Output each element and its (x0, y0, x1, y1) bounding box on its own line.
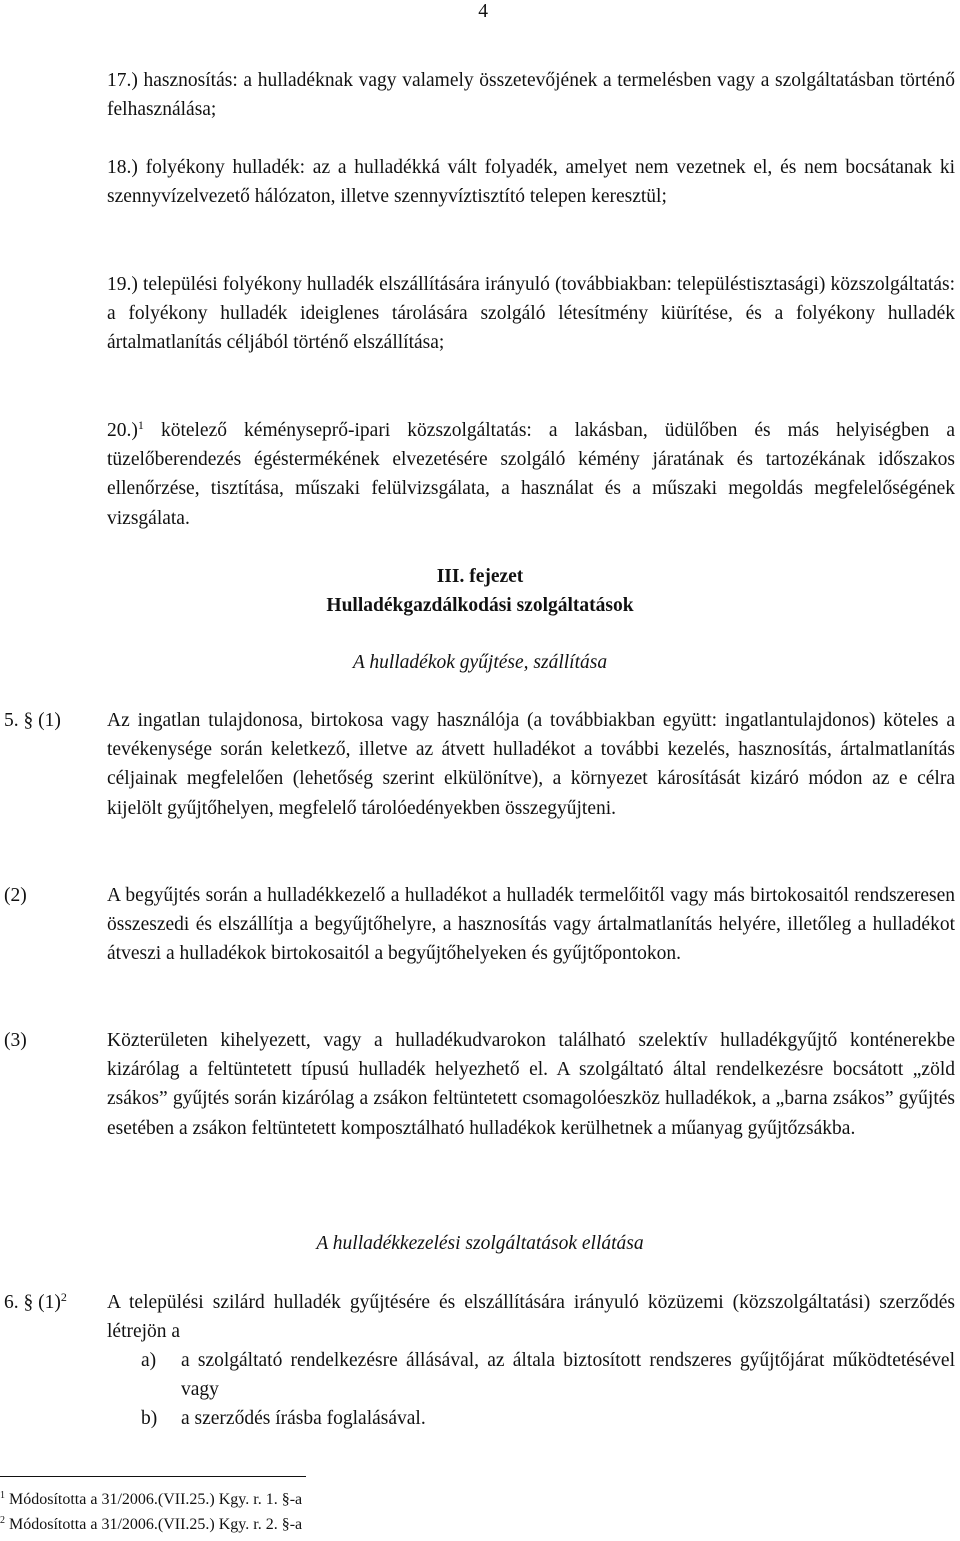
section-heading-services: A hulladékkezelési szolgáltatások ellátása (316, 1233, 644, 1254)
footnote-2-number: 2 (0, 1515, 5, 1526)
definition-17: 17.) hasznosítás: a hulladéknak vagy valamely összetevőjének a termelésben vagy a szolgáltatásban történő felhasználása; (107, 70, 955, 121)
section-heading-collection: A hulladékok gyűjtése, szállítása (352, 652, 608, 673)
footnote-ref-1: 1 (137, 418, 144, 432)
section-6-label-text: 6. § (1) (4, 1292, 61, 1313)
definition-20-prefix: 20.) (107, 420, 138, 441)
list-item-a: a szolgáltató rendelkezésre állásával, az általa biztosított rendszeres gyűjtőjárat működtetésével vagy (181, 1350, 955, 1401)
footnote-1-text: Módosította a 31/2006.(VII.25.) Kgy. r. 1. §-a (9, 1491, 303, 1508)
footnote-ref-2: 2 (60, 1290, 67, 1304)
definition-20 (107, 416, 955, 533)
definition-19: 19.) települési folyékony hulladék elszállítására irányuló (továbbiakban: településtisztasági) közszolgáltatás: a folyékony hulladék ideiglenes tárolására szolgáló létesítmény kiürítése, és a folyékony hulladék ártalmatlanítás céljából történő elszállítása; (107, 274, 955, 354)
list-item-marker-b: b) (141, 1408, 158, 1429)
section-5-paragraph-2: A begyűjtés során a hulladékkezelő a hulladékot a hulladék termelőitől vagy más birtokosaitól rendszeresen összeszedi és elszállítja a begyűjtőhelyre, a hasznosítás vagy ártalmatlanítás helyére, illetőleg a hulladékot átveszi a hulladékok birtokosaitól a begyűjtőhelyeken és gyűjtőpontokon. (107, 885, 955, 965)
definition-20-text: kötelező kéményseprő-ipari közszolgáltatás: a lakásban, üdülőben és más helyiségben a tüzelőberendezés égéstermékének elvezetésére szolgáló kémény járatának és tartozékának időszakos ellenőrzése, tisztítása, műszaki felülvizsgálata, a használat és a műszaki megoldás megfelelőségének vizsgálata. (107, 420, 956, 529)
section-5-paragraph-3: Közterületen kihelyezett, vagy a hulladékudvarokon található szelektív hulladékgyűjtő konténerekbe kizárólag a feltüntetett típusú hulladék helyezhető el. A szolgáltató által rendelkezésre bocsátott „zöld zsákos” gyűjtés során kizárólag a zsákon feltüntetett csomagolóeszköz hulladékok, a „barna zsákos” gyűjtés esetében a zsákon feltüntetett komposztálható hulladékok kerülhetnek a műanyag gyűjtőzsákba. (107, 1030, 955, 1139)
list-item-marker-a: a) (141, 1350, 157, 1371)
definition-18: 18.) folyékony hulladék: az a hulladékká vált folyadék, amelyet nem vezetnek el, és nem bocsátanak ki szennyvízelvezető hálózaton, illetve szennyvíztisztító telepen keresztül; (107, 157, 955, 208)
footnote-2 (0, 1515, 302, 1535)
section-5-paragraph-2-number: (2) (4, 885, 27, 906)
list-item-b: a szerződés írásba foglalásával. (181, 1408, 426, 1429)
section-5-label: 5. § (1) (4, 710, 61, 731)
page-number: 4 (478, 1, 488, 22)
footnote-1-number: 1 (0, 1490, 5, 1501)
footnote-divider (0, 1476, 306, 1477)
section-6-paragraph-1: A települési szilárd hulladék gyűjtésére és elszállítására irányuló közüzemi (közszolgáltatási) szerződés létrejön a (107, 1292, 955, 1343)
section-5-paragraph-1: Az ingatlan tulajdonosa, birtokosa vagy használója (a továbbiakban együtt: ingatlantulajdonos) köteles a tevékenysége során keletkező, illetve az átvett hulladékot a további kezelés, hasznosítás, ártalmatlanítás céljainak megfelelően (lehetőség szerint elkülönítve), a környezet károsítását kizáró módon az e célra kijelölt gyűjtőhelyen, megfelelő tárolóedényekben összegyűjteni. (107, 710, 955, 819)
footnote-2-text: Módosította a 31/2006.(VII.25.) Kgy. r. 2. §-a (9, 1516, 303, 1533)
section-6-label (4, 1288, 67, 1317)
section-5-paragraph-3-number: (3) (4, 1030, 27, 1051)
chapter-number: III. fejezet (436, 566, 524, 587)
footnote-1 (0, 1490, 302, 1510)
chapter-title: Hulladékgazdálkodási szolgáltatások (326, 595, 634, 616)
